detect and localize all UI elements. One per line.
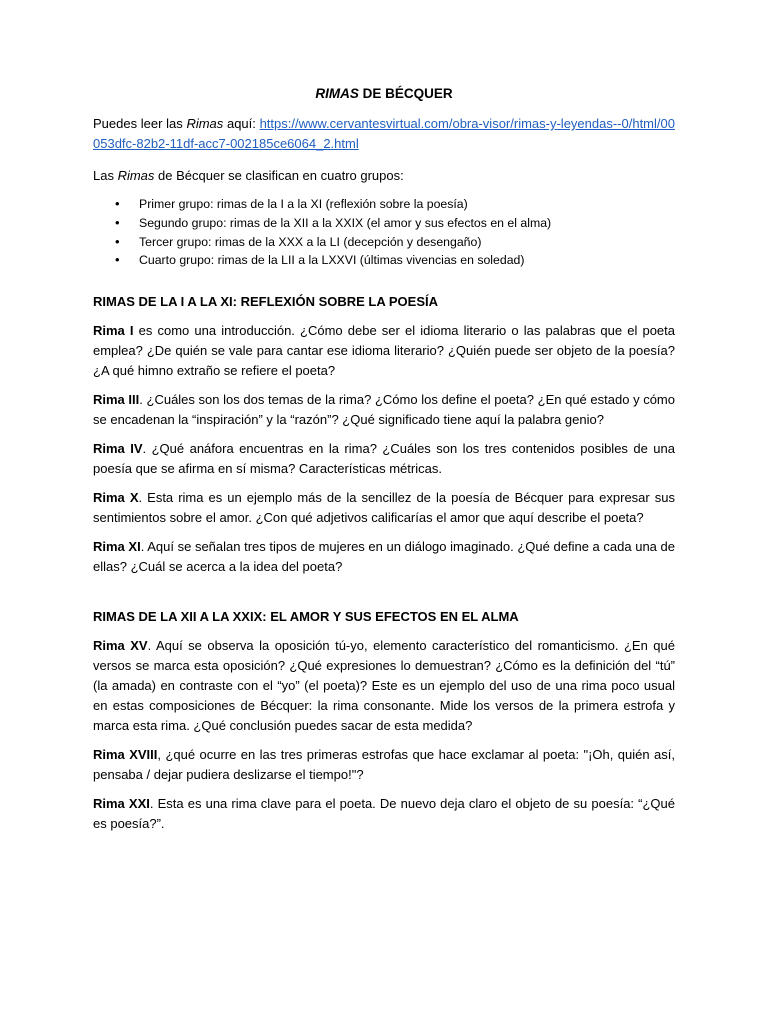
rima-text: . ¿Cuáles son los dos temas de la rima? ¿Cómo los define el poeta? ¿En qué estado y cómo se encadenan la “inspiración” y la “razón”? ¿Qué significado tiene aquí la palabra genio?: [93, 392, 675, 428]
rima-paragraph: [93, 745, 675, 785]
rima-text: . Esta rima es un ejemplo más de la sencillez de la poesía de Bécquer para expresar sus sentimientos sobre el amor. ¿Con qué adjetivos calificarías el amor que aquí describe el poeta?: [93, 490, 675, 526]
rima-text: , ¿qué ocurre en las tres primeras estrofas que hace exclamar al poeta: "¡Oh, quién así, pensaba / dejar pudiera deslizarse el tiempo!"?: [93, 747, 675, 783]
groups-list: [93, 195, 675, 270]
rima-label: Rima XI: [93, 539, 141, 555]
cervantes-link[interactable]: https://www.cervantesvirtual.com/obra-visor/rimas-y-leyendas--0/html/00053dfc-82b2-11df-acc7-002185ce6064_2.html: [93, 116, 675, 151]
intro-text: Puedes leer las: [93, 116, 187, 131]
title-rest: DE BÉCQUER: [358, 86, 453, 101]
rima-label: Rima III: [93, 392, 140, 408]
classify-text-2: de Bécquer se clasifican en cuatro grupos:: [154, 168, 404, 183]
rima-label: Rima XVIII: [93, 747, 158, 763]
rima-paragraph: [93, 439, 675, 479]
rima-label: Rima XXI: [93, 796, 150, 812]
classify-text: Las: [93, 168, 118, 183]
section-heading-1: RIMAS DE LA I A LA XI: REFLEXIÓN SOBRE LA POESÍA: [93, 294, 439, 310]
rima-paragraph: [93, 537, 675, 577]
list-item: • Tercer grupo: rimas de la XXX a la LI (decepción y desengaño): [139, 233, 675, 252]
list-item: • Primer grupo: rimas de la I a la XI (reflexión sobre la poesía): [139, 195, 675, 214]
rima-text: . Aquí se señalan tres tipos de mujeres en un diálogo imaginado. ¿Qué define a cada una de ellas? ¿Cuál se acerca a la idea del poeta?: [93, 539, 675, 575]
rima-label: Rima XV: [93, 638, 148, 654]
page-title: [93, 86, 675, 101]
list-item: • Segundo grupo: rimas de la XII a la XXIX (el amor y sus efectos en el alma): [139, 214, 675, 233]
title-italic: RIMAS: [315, 86, 359, 101]
rima-label: Rima X: [93, 490, 139, 506]
rima-paragraph: [93, 390, 675, 430]
rima-label: Rima I: [93, 323, 134, 339]
rima-paragraph: [93, 321, 675, 381]
classify-paragraph: [93, 166, 675, 186]
list-item: • Cuarto grupo: rimas de la LII a la LXXVI (últimas vivencias en soledad): [139, 251, 675, 270]
rima-text: . ¿Qué anáfora encuentras en la rima? ¿Cuáles son los tres contenidos posibles de una poesía que se afirma en sí misma? Características métricas.: [93, 441, 676, 477]
rima-label: Rima IV: [93, 441, 143, 457]
rima-text: es como una introducción. ¿Cómo debe ser el idioma literario o las palabras que el poeta emplea? ¿De quién se vale para cantar ese idioma literario? ¿Quién puede ser objeto de la poesía? ¿A qué himno extraño se refiere el poeta?: [93, 323, 676, 379]
rima-text: . Aquí se observa la oposición tú-yo, elemento característico del romanticismo. ¿En qué versos se marca esta oposición? ¿Qué expresiones lo demuestran? ¿Cómo es la definición del “tú” (la amada) en contraste con el “yo” (el poeta)? Este es un ejemplo del uso de una rima poco usual en estas composiciones de Bécquer: la rima consonante. Mide los versos de la primera estrofa y marca esta rima. ¿Qué conclusión puedes sacar de esta medida?: [93, 638, 675, 734]
rima-paragraph: [93, 488, 675, 528]
section-heading-2: RIMAS DE LA XII A LA XXIX: EL AMOR Y SUS EFECTOS EN EL ALMA: [93, 609, 519, 625]
intro-text-2: aquí:: [223, 116, 260, 131]
intro-paragraph: [93, 114, 675, 154]
intro-italic: Rimas: [186, 116, 224, 131]
rima-paragraph: [93, 794, 675, 834]
rima-paragraph: [93, 636, 675, 736]
rima-text: . Esta es una rima clave para el poeta. De nuevo deja claro el objeto de su poesía: “¿Qué es poesía?”.: [93, 796, 675, 832]
classify-italic: Rimas: [117, 168, 155, 183]
